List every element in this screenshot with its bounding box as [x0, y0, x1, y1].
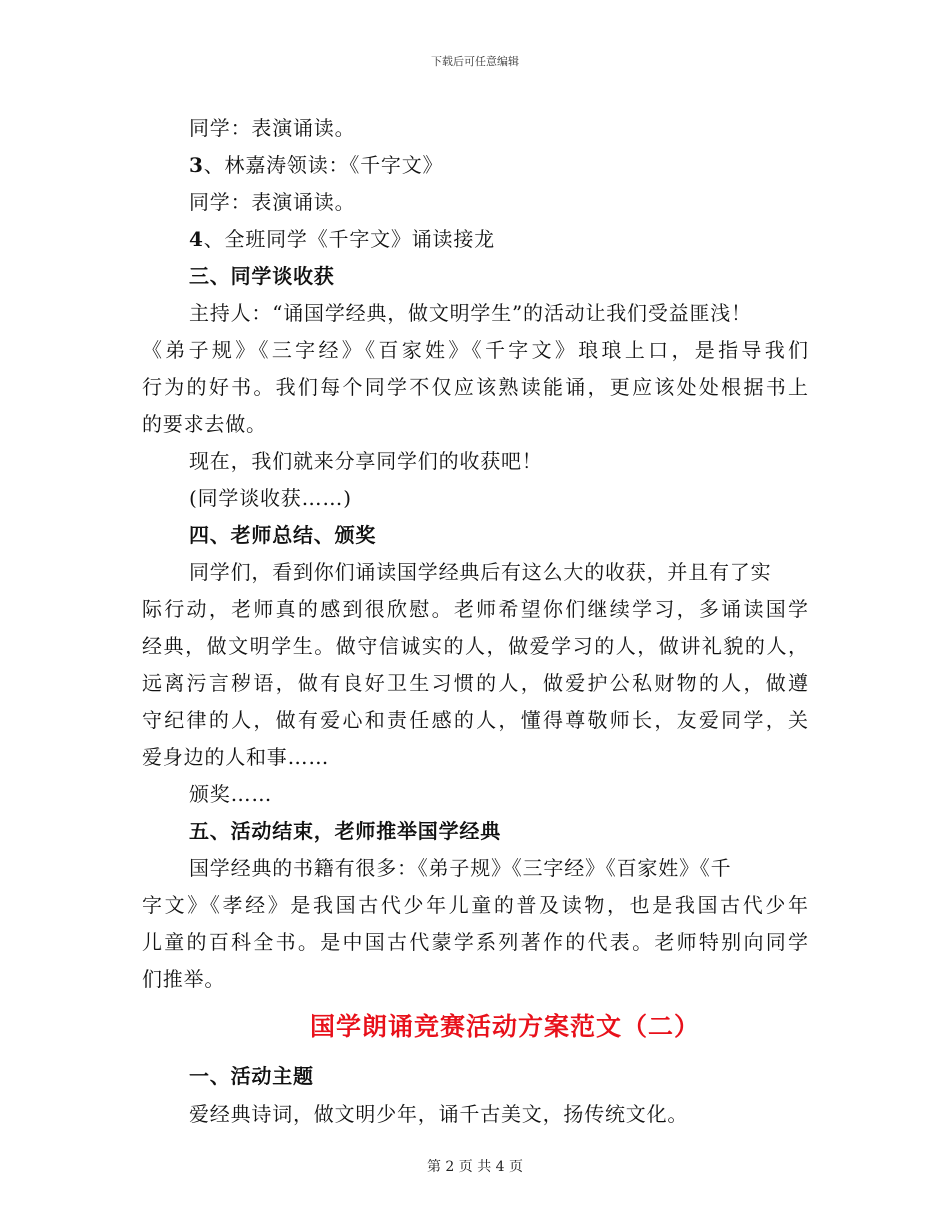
paragraph-line: 国学经典的书籍有很多：《弟子规》《三字经》《百家姓》《千 — [189, 856, 732, 880]
paragraph: 同学：表演诵读。 — [189, 190, 356, 214]
paragraph: 颁奖…… — [189, 782, 273, 806]
paragraph: 爱经典诗词，做文明少年，诵千古美文，扬传统文化。 — [189, 1102, 689, 1126]
paragraph-line: 守纪律的人，做有爱心和责任感的人，懂得尊敬师长，友爱同学，关 — [142, 708, 808, 732]
document-section-title: 国学朗诵竞赛活动方案范文（二） — [309, 1012, 700, 1041]
section-heading: 一、活动主题 — [189, 1064, 314, 1088]
paragraph — [142, 221, 808, 258]
paragraph-line: 们推举。 — [142, 967, 226, 991]
paragraph — [142, 147, 808, 184]
list-number: 3 — [189, 153, 204, 177]
document-body — [142, 110, 808, 1133]
paragraph: 同学：表演诵读。 — [189, 116, 356, 140]
page-header: 下载后可任意编辑 — [431, 55, 519, 68]
paragraph: 现在，我们就来分享同学们的收获吧！ — [189, 449, 543, 473]
paragraph-line: 际行动，老师真的感到很欣慰。老师希望你们继续学习，多诵读国学 — [142, 597, 808, 621]
paragraph-line: 主持人：“诵国学经典，做文明学生”的活动让我们受益匪浅！ — [189, 301, 752, 325]
paragraph-line: 远离污言秽语，做有良好卫生习惯的人，做爱护公私财物的人，做遵 — [142, 671, 808, 695]
paragraph-line: 的要求去做。 — [142, 412, 267, 436]
section-heading: 三、同学谈收获 — [189, 264, 335, 288]
paragraph-line: 同学们，看到你们诵读国学经典后有这么大的收获，并且有了实 — [189, 560, 772, 584]
list-text: 、林嘉涛领读：《千字文》 — [203, 153, 444, 177]
paragraph-line: 字文》《孝经》是我国古代少年儿童的普及读物，也是我国古代少年 — [142, 893, 808, 917]
paragraph-line: 经典，做文明学生。做守信诚实的人，做爱学习的人，做讲礼貌的人， — [142, 634, 808, 658]
list-number: 4 — [189, 227, 204, 251]
section-heading: 四、老师总结、颁奖 — [189, 523, 377, 547]
paragraph-line: 《弟子规》《三字经》《百家姓》《千字文》琅琅上口，是指导我们 — [142, 338, 808, 362]
paragraph-line: 儿童的百科全书。是中国古代蒙学系列著作的代表。老师特别向同学 — [142, 930, 808, 954]
paragraph-line: 爱身边的人和事…… — [142, 745, 330, 769]
list-text: 、全班同学《千字文》诵读接龙 — [203, 227, 495, 251]
paragraph: (同学谈收获……) — [189, 486, 352, 510]
section-heading: 五、活动结束，老师推举国学经典 — [189, 819, 501, 843]
page-footer: 第 2 页 共 4 页 — [426, 1159, 524, 1175]
paragraph-line: 行为的好书。我们每个同学不仅应该熟读能诵，更应该处处根据书上 — [142, 375, 808, 399]
